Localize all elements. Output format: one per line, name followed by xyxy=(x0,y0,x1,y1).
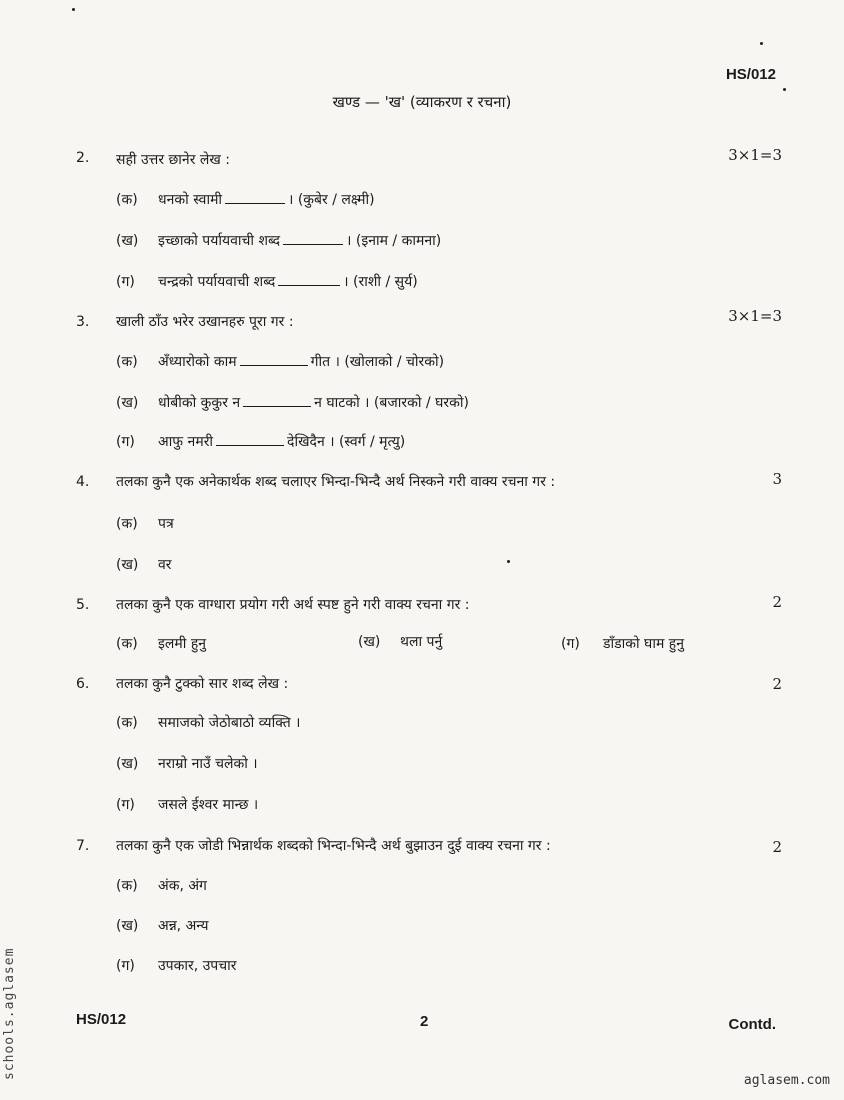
sub-text-after: देखिदैन । (स्वर्ग / मृत्यु) xyxy=(287,434,406,450)
sub-question xyxy=(116,272,418,291)
question-marks: 2 xyxy=(772,675,782,693)
paper-code-header: HS/012 xyxy=(725,66,776,83)
sub-label: (क) xyxy=(116,192,138,208)
scan-dot xyxy=(760,42,763,45)
sub-question xyxy=(116,754,258,773)
sub-text: पत्र xyxy=(158,516,174,532)
sub-label: (ख) xyxy=(358,634,381,650)
sub-label: (ख) xyxy=(116,233,139,249)
sub-label: (क) xyxy=(116,516,138,532)
blank-line xyxy=(283,233,343,245)
question-text: तलका कुनै एक अनेकार्थक शब्द चलाएर भिन्दा-भिन्दै अर्थ निस्कने गरी वाक्य रचना गर : xyxy=(116,474,556,490)
sub-text-before: आफु नमरी xyxy=(158,434,214,450)
sub-question xyxy=(116,555,172,574)
sub-label: (ख) xyxy=(116,557,139,573)
sub-question xyxy=(116,876,207,895)
question-number: 3. xyxy=(76,314,90,330)
sub-label: (ग) xyxy=(116,797,135,813)
sub-text: अन्न, अन्य xyxy=(158,918,209,934)
question-number: 4. xyxy=(76,474,90,490)
paper-code-footer: HS/012 xyxy=(76,1011,127,1028)
scan-dot xyxy=(72,8,75,11)
question-number: 7. xyxy=(76,838,90,854)
sub-question xyxy=(116,393,469,412)
sub-question xyxy=(116,795,258,814)
sub-question xyxy=(358,632,442,651)
sub-text: नराम्रो नाउँ चलेको । xyxy=(158,756,258,772)
sub-text-after: न घाटको । (बजारको / घरको) xyxy=(314,395,469,411)
sub-label: (क) xyxy=(116,878,138,894)
sub-text: डाँडाको घाम हुनु xyxy=(603,636,684,652)
sub-label: (ग) xyxy=(116,958,135,974)
sub-text: वर xyxy=(158,557,172,573)
sub-question xyxy=(561,634,684,653)
sub-text-before: चन्द्रको पर्यायवाची शब्द xyxy=(158,274,276,290)
continued-label: Contd. xyxy=(728,1016,776,1033)
sub-question xyxy=(116,956,237,975)
question-number: 5. xyxy=(76,597,90,613)
sub-text-before: अँध्यारोको काम xyxy=(158,354,237,370)
sub-label: (क) xyxy=(116,354,138,370)
question-text: सही उत्तर छानेर लेख : xyxy=(116,152,230,168)
sub-question xyxy=(116,190,375,209)
sub-text: समाजको जेठोबाठो व्यक्ति । xyxy=(158,715,301,731)
sub-question xyxy=(116,916,209,935)
sub-label: (क) xyxy=(116,715,138,731)
question-marks: 3×1=3 xyxy=(728,307,782,325)
question-text: तलका कुनै एक जोडी भिन्नार्थक शब्दको भिन्दा-भिन्दै अर्थ बुझाउन दुई वाक्य रचना गर : xyxy=(116,838,551,854)
sub-text: अंक, अंग xyxy=(158,878,207,894)
sub-label: (क) xyxy=(116,636,138,652)
sub-text-before: धोबीको कुकुर न xyxy=(158,395,241,411)
sub-question xyxy=(116,352,444,371)
section-title: खण्ड — 'ख' (व्याकरण र रचना) xyxy=(332,93,512,111)
side-watermark: schools.aglasem xyxy=(2,947,17,1080)
question-marks: 3 xyxy=(772,470,782,488)
blank-line xyxy=(278,274,340,286)
sub-text: जसले ईश्वर मान्छ । xyxy=(158,797,259,813)
sub-text: थला पर्नु xyxy=(400,634,443,650)
sub-text-after: । (कुबेर / लक्ष्मी) xyxy=(288,192,375,208)
blank-line xyxy=(216,434,284,446)
question-text: तलका कुनै टुक्को सार शब्द लेख : xyxy=(116,676,289,692)
blank-line xyxy=(243,395,311,407)
question-marks: 2 xyxy=(772,838,782,856)
sub-text-before: इच्छाको पर्यायवाची शब्द xyxy=(158,233,281,249)
question-text: खाली ठाँउ भरेर उखानहरु पूरा गर : xyxy=(116,314,294,330)
bottom-watermark: aglasem.com xyxy=(743,1073,830,1088)
sub-text-after: गीत । (खोलाको / चोरको) xyxy=(310,354,445,370)
sub-question xyxy=(116,231,441,250)
question-marks: 3×1=3 xyxy=(728,146,782,164)
sub-text: इलमी हुनु xyxy=(158,636,207,652)
sub-label: (ख) xyxy=(116,918,139,934)
question-text: तलका कुनै एक वाग्धारा प्रयोग गरी अर्थ स्पष्ट हुने गरी वाक्य रचना गर : xyxy=(116,597,470,613)
sub-text: उपकार, उपचार xyxy=(158,958,237,974)
blank-line xyxy=(225,192,285,204)
sub-question xyxy=(116,514,174,533)
sub-text-before: धनको स्वामी xyxy=(158,192,223,208)
sub-question xyxy=(116,634,206,653)
question-number: 2. xyxy=(76,150,90,166)
sub-question xyxy=(116,713,300,732)
sub-label: (ग) xyxy=(561,636,580,652)
scan-dot xyxy=(507,560,510,563)
blank-line xyxy=(240,354,308,366)
question-marks: 2 xyxy=(772,593,782,611)
page-number: 2 xyxy=(420,1013,429,1030)
sub-label: (ग) xyxy=(116,274,135,290)
scan-dot xyxy=(783,88,786,91)
question-number: 6. xyxy=(76,676,90,692)
sub-text-after: । (राशी / सुर्य) xyxy=(343,274,418,290)
sub-label: (ख) xyxy=(116,395,139,411)
sub-label: (ख) xyxy=(116,756,139,772)
sub-text-after: । (इनाम / कामना) xyxy=(346,233,442,249)
sub-label: (ग) xyxy=(116,434,135,450)
sub-question xyxy=(116,432,405,451)
